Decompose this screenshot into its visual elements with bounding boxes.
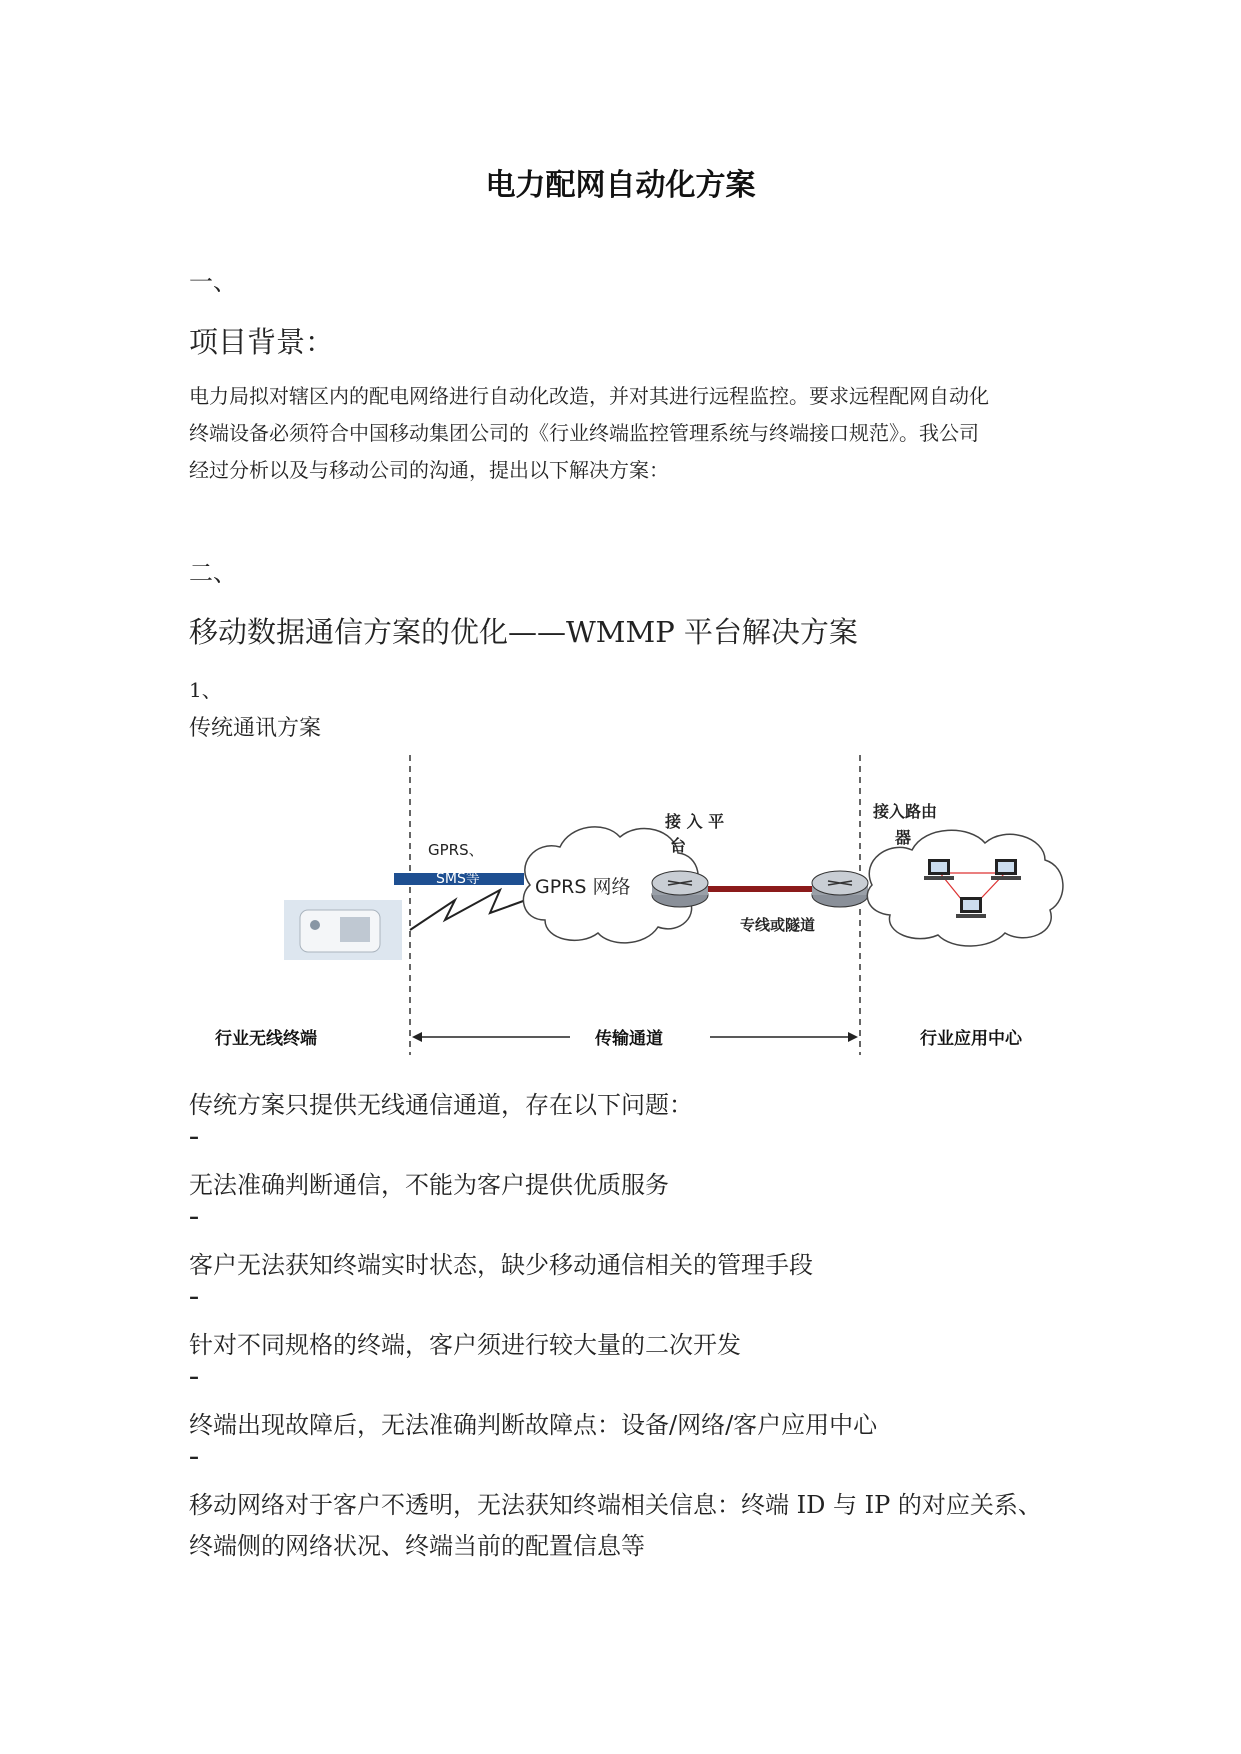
zone-label-terminal: 行业无线终端 [215,1029,317,1049]
access-platform-label-1: 接 入 平 [665,812,725,831]
section2-heading: 移动数据通信方案的优化——WMMP 平台解决方案 [189,615,858,649]
document-title: 电力配网自动化方案 [485,168,756,203]
section1-paragraph [189,378,1059,489]
application-center-cloud [867,830,1063,946]
paragraph-line: 终端设备必须符合中国移动集团公司的《行业终端监控管理系统与终端接口规范》。我公司 [189,421,979,445]
list-item: 客户无法获知终端实时状态，缺少移动通信相关的管理手段 [189,1251,813,1279]
access-router-label-2: 器 [895,828,912,847]
dedicated-line-label: 专线或隧道 [740,916,816,934]
access-platform-router-icon [652,871,708,907]
gprs-sms-label-2: SMS等 [436,871,480,887]
list-item-continuation: 终端侧的网络状况、终端当前的配置信息等 [189,1532,645,1560]
list-item: 终端出现故障后，无法准确判断故障点：设备/网络/客户应用中心 [189,1411,878,1439]
section2-number: 二、 [189,559,237,587]
list-item: 无法准确判断通信，不能为客户提供优质服务 [189,1171,669,1199]
computer-icon [956,897,986,918]
computer-icon [991,859,1021,880]
gprs-network-label: GPRS 网络 [535,876,631,898]
list-bullet: – [189,1364,199,1388]
wireless-terminal-image [284,900,402,960]
list-bullet: – [189,1444,199,1468]
wireless-signal-icon [410,890,526,930]
subsection-heading: 传统通讯方案 [189,716,322,741]
list-bullet: – [189,1204,199,1228]
list-bullet: – [189,1124,199,1148]
access-router-label-1: 接入路由 [873,802,938,821]
network-diagram [200,755,1080,1060]
list-bullet: – [189,1284,199,1308]
paragraph-line: 经过分析以及与移动公司的沟通，提出以下解决方案： [189,458,669,482]
computer-icon [924,859,954,880]
section1-number: 一、 [189,268,237,296]
list-item: 针对不同规格的终端，客户须进行较大量的二次开发 [189,1331,741,1359]
paragraph-line: 电力局拟对辖区内的配电网络进行自动化改造，并对其进行远程监控。要求远程配网自动化 [189,384,989,408]
list-item: 移动网络对于客户不透明，无法获知终端相关信息：终端 ID 与 IP 的对应关系、 [189,1491,1042,1519]
access-router-icon [812,871,868,907]
section1-heading: 项目背景： [189,325,335,359]
access-platform-label-2: 台 [670,836,687,855]
problems-intro: 传统方案只提供无线通信通道，存在以下问题： [189,1091,693,1119]
subsection-number: 1、 [189,678,222,702]
gprs-sms-label-1: GPRS、 [428,841,484,859]
zone-label-center: 行业应用中心 [920,1029,1022,1049]
zone-label-transport: 传输通道 [595,1029,663,1049]
